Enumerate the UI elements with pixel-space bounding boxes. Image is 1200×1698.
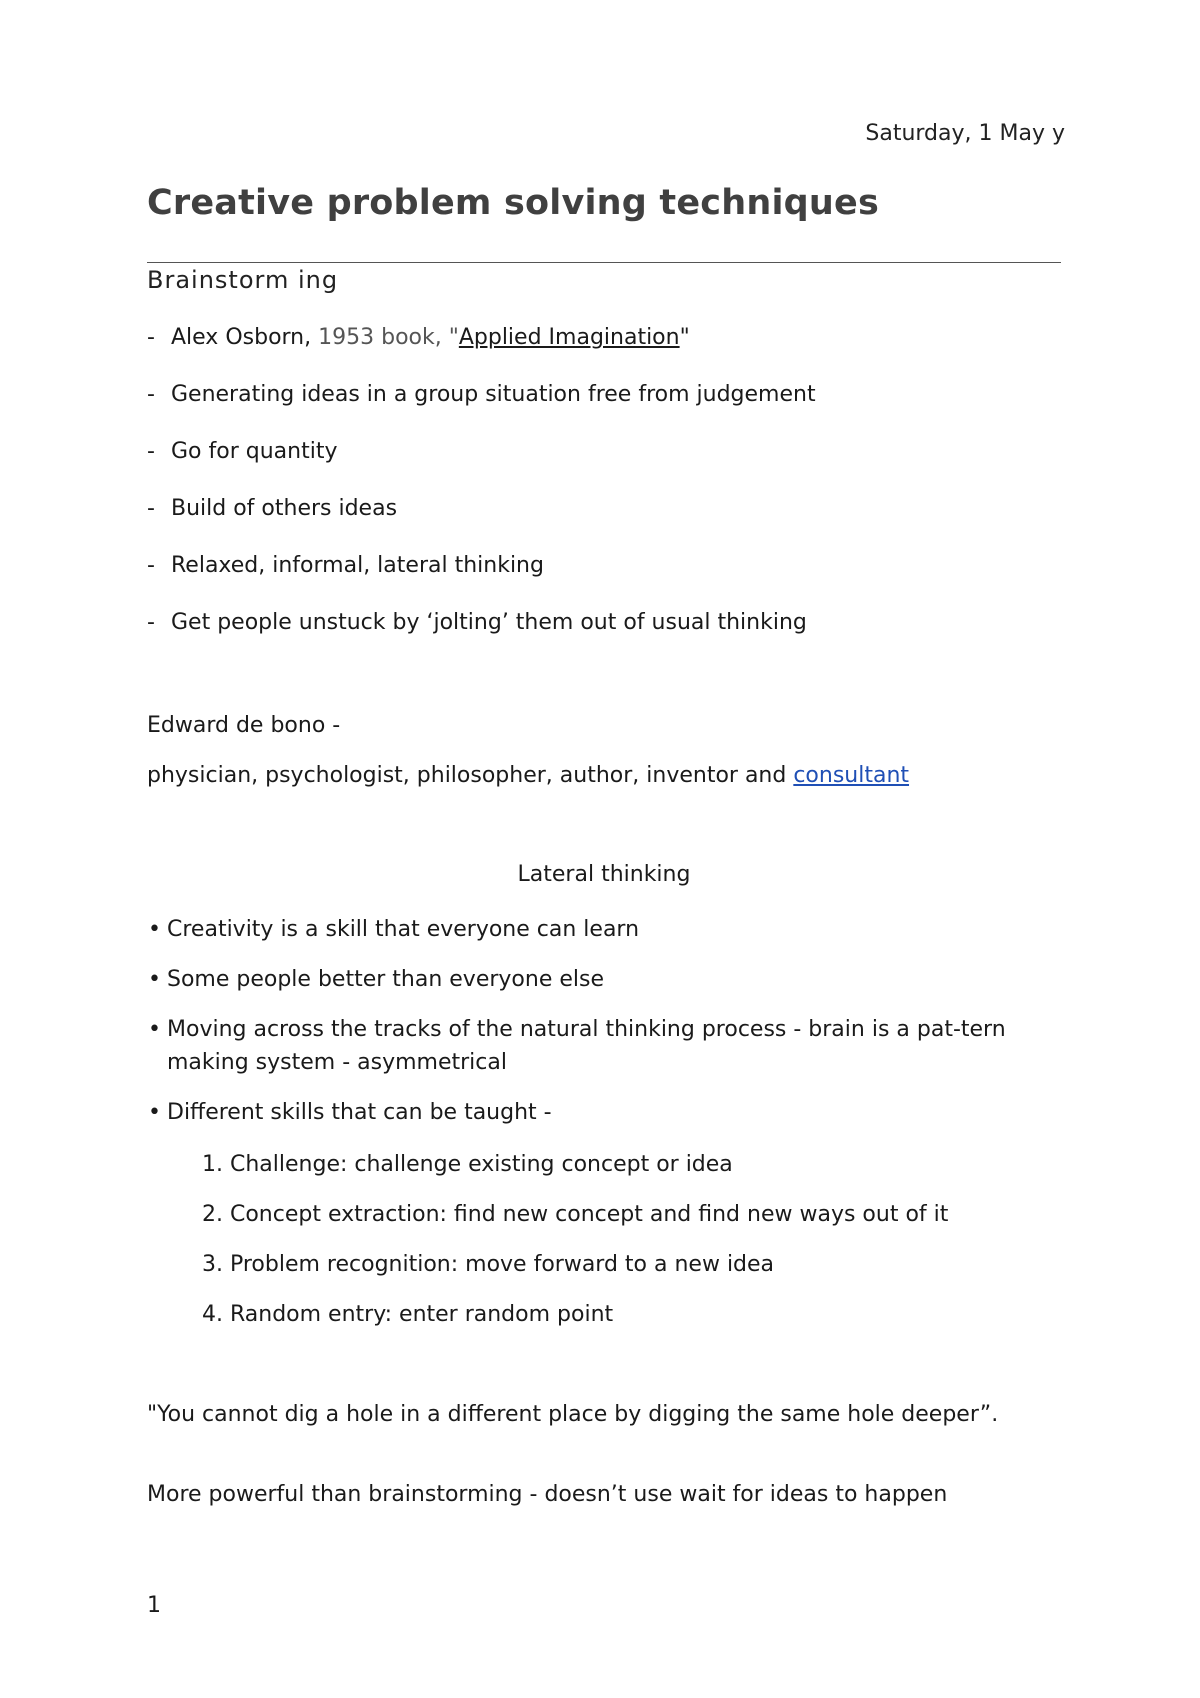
list-item-text-end: " [679,325,690,350]
list-item [147,607,816,664]
person-name: Edward de bono - [147,713,341,738]
bullet-text: Moving across the tracks of the natural thinking process - brain is a pat-tern making system - asymmetrical [167,1017,1006,1075]
dash-marker: - [147,439,155,464]
heading-divider [147,262,1061,263]
list-item [147,436,816,493]
document-date: Saturday, 1 May y [865,121,1065,146]
closing-text: More powerful than brainstorming - doesn’t use wait for ideas to happen [147,1482,948,1507]
dash-marker: - [147,553,155,578]
skills-numbered-list [202,1148,948,1348]
bullet-item [147,1096,1047,1129]
book-title-link[interactable]: Applied Imagination [458,325,680,350]
brainstorming-list [147,322,816,664]
dash-marker: - [147,325,155,350]
list-item-text: Get people unstuck by ‘jolting’ them out of usual thinking [171,610,807,635]
bullet-icon: • [148,917,161,942]
section-heading-brainstorming: Brainstorm ing [147,266,339,294]
numbered-item: 2. Concept extraction: find new concept and find new ways out of it [202,1202,949,1227]
bullet-text: Different skills that can be taught - [167,1100,552,1125]
list-item-text: Alex Osborn, [171,325,319,350]
lateral-thinking-bullets [147,913,1047,1146]
bullet-icon: • [148,1100,161,1125]
person-description-text: physician, psychologist, philosopher, author, inventor and [147,763,794,788]
list-item-text: Build of others ideas [171,496,398,521]
quote-text: "You cannot dig a hole in a different place by digging the same hole deeper”. [147,1402,999,1427]
numbered-item: 1. Challenge: challenge existing concept or idea [202,1152,733,1177]
dash-marker: - [147,496,155,521]
bullet-text: Some people better than everyone else [167,967,604,992]
page-number: 1 [147,1593,161,1618]
list-item [147,322,816,379]
consultant-link[interactable]: consultant [793,763,910,788]
list-item-year: 1953 book, " [318,325,459,350]
bullet-item [147,913,1047,946]
list-item-text: Generating ideas in a group situation free from judgement [171,382,816,407]
bullet-text: Creativity is a skill that everyone can learn [167,917,640,942]
bullet-item [147,1013,1047,1079]
list-item-text: Go for quantity [171,439,338,464]
list-item [147,550,816,607]
bullet-item [147,963,1047,996]
section-heading-lateral-thinking: Lateral thinking [517,862,691,887]
numbered-item: 4. Random entry: enter random point [202,1302,614,1327]
numbered-item: 3. Problem recognition: move forward to a new idea [202,1252,775,1277]
person-description [147,763,909,788]
bullet-icon: • [148,1017,161,1042]
dash-marker: - [147,382,155,407]
bullet-icon: • [148,967,161,992]
list-item [147,379,816,436]
page-title: Creative problem solving techniques [147,183,880,223]
list-item [147,493,816,550]
list-item-text: Relaxed, informal, lateral thinking [171,553,544,578]
dash-marker: - [147,610,155,635]
